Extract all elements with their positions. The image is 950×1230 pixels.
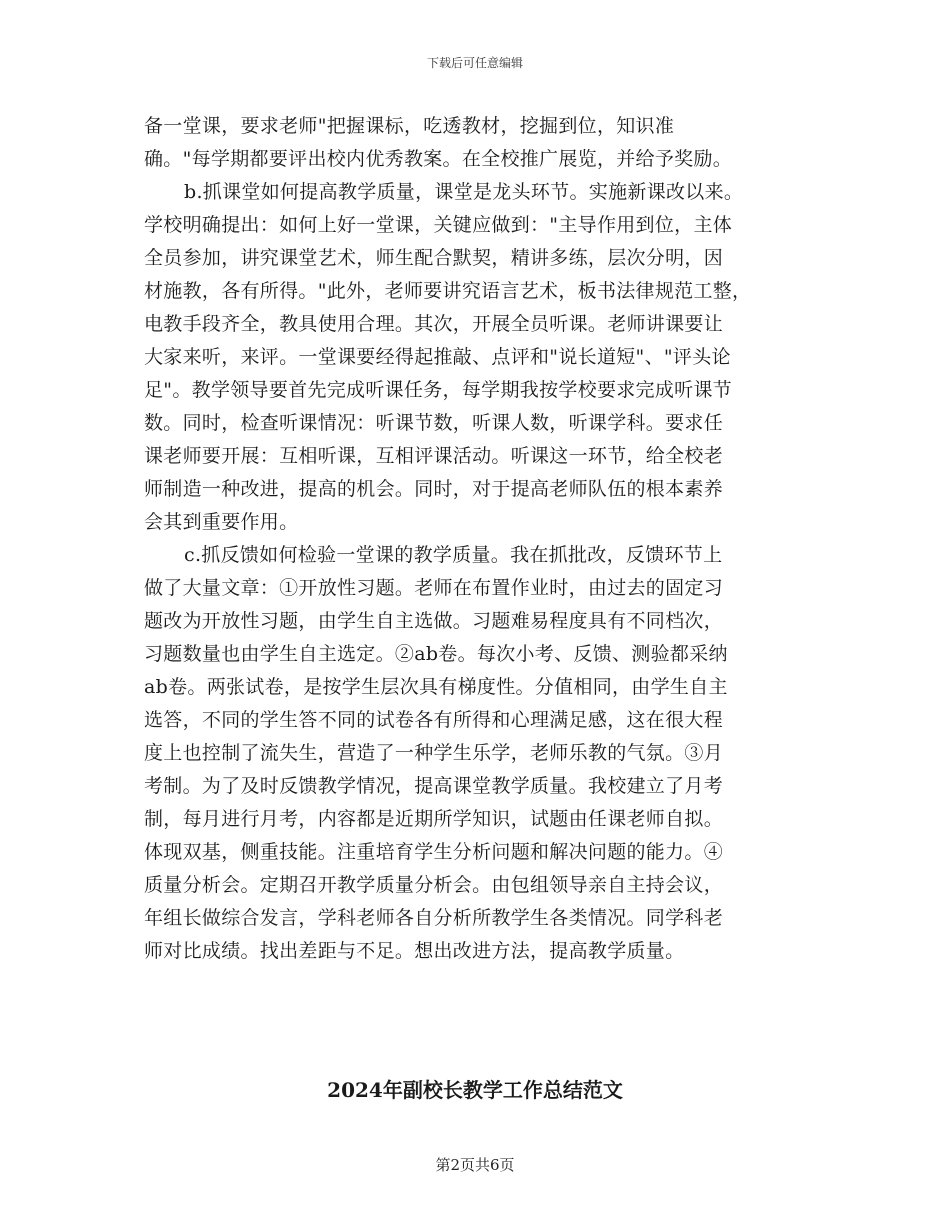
text-line: 确。"每学期都要评出校内优秀教案。在全校推广展览，并给予奖励。 bbox=[144, 148, 733, 170]
text-line: 习题数量也由学生自主选定。②ab卷。每次小考、反馈、测验都采纳 bbox=[144, 643, 728, 665]
text-line: ab卷。两张试卷，是按学生层次具有梯度性。分值相同，由学生自主 bbox=[144, 676, 728, 698]
text-line: 年组长做综合发言，学科老师各自分析所教学生各类情况。同学科老 bbox=[144, 907, 724, 929]
text-line: 学校明确提出：如何上好一堂课，关键应做到："主导作用到位，主体 bbox=[144, 214, 733, 236]
text-line: 选答，不同的学生答不同的试卷各有所得和心理满足感，这在很大程 bbox=[144, 709, 724, 731]
text-line: 大家来听，来评。一堂课要经得起推敲、点评和"说长道短"、"评头论 bbox=[144, 346, 731, 368]
text-line: 电教手段齐全，教具使用合理。其次，开展全员听课。老师讲课要让 bbox=[144, 313, 724, 335]
text-line: 做了大量文章：①开放性习题。老师在布置作业时，由过去的固定习 bbox=[144, 577, 724, 599]
text-line: 课老师要开展：互相听课，互相评课活动。听课这一环节，给全校老 bbox=[144, 445, 724, 467]
text-line: 题改为开放性习题，由学生自主选做。习题难易程度具有不同档次， bbox=[144, 610, 724, 632]
header-note: 下载后可任意编辑 bbox=[426, 56, 523, 70]
text-line: 质量分析会。定期召开教学质量分析会。由包组领导亲自主持会议， bbox=[144, 874, 724, 896]
text-line: 足"。教学领导要首先完成听课任务，每学期我按学校要求完成听课节 bbox=[144, 379, 733, 401]
text-line: 度上也控制了流失生，营造了一种学生乐学，老师乐教的气氛。③月 bbox=[144, 742, 724, 764]
text-line: 会其到重要作用。 bbox=[144, 511, 299, 533]
body-text bbox=[144, 110, 816, 968]
paragraph-start-line: b.抓课堂如何提高教学质量，课堂是龙头环节。实施新课改以来。 bbox=[184, 181, 744, 203]
text-line: 体现双基，侧重技能。注重培育学生分析问题和解决问题的能力。④ bbox=[144, 841, 724, 863]
text-line: 备一堂课，要求老师"把握课标，吃透教材，挖掘到位，知识准 bbox=[144, 115, 675, 137]
text-line: 数。同时，检查听课情况：听课节数，听课人数，听课学科。要求任 bbox=[144, 412, 724, 434]
text-line: 师制造一种改进，提高的机会。同时，对于提高老师队伍的根本素养 bbox=[144, 478, 724, 500]
text-line: 考制。为了及时反馈教学情况，提高课堂教学质量。我校建立了月考 bbox=[144, 775, 724, 797]
text-line: 制，每月进行月考，内容都是近期所学知识，试题由任课老师自拟。 bbox=[144, 808, 724, 830]
text-line: 全员参加，讲究课堂艺术，师生配合默契，精讲多练，层次分明，因 bbox=[144, 247, 724, 269]
text-line: 材施教，各有所得。"此外，老师要讲究语言艺术，板书法律规范工整， bbox=[144, 280, 752, 302]
text-line: 师对比成绩。找出差距与不足。想出改进方法，提高教学质量。 bbox=[144, 940, 685, 962]
section-title: 2024年副校长教学工作总结范文 bbox=[327, 1078, 623, 1102]
page-number: 第2页共6页 bbox=[435, 1156, 515, 1174]
paragraph-start-line: c.抓反馈如何检验一堂课的教学质量。我在抓批改，反馈环节上 bbox=[184, 544, 723, 566]
